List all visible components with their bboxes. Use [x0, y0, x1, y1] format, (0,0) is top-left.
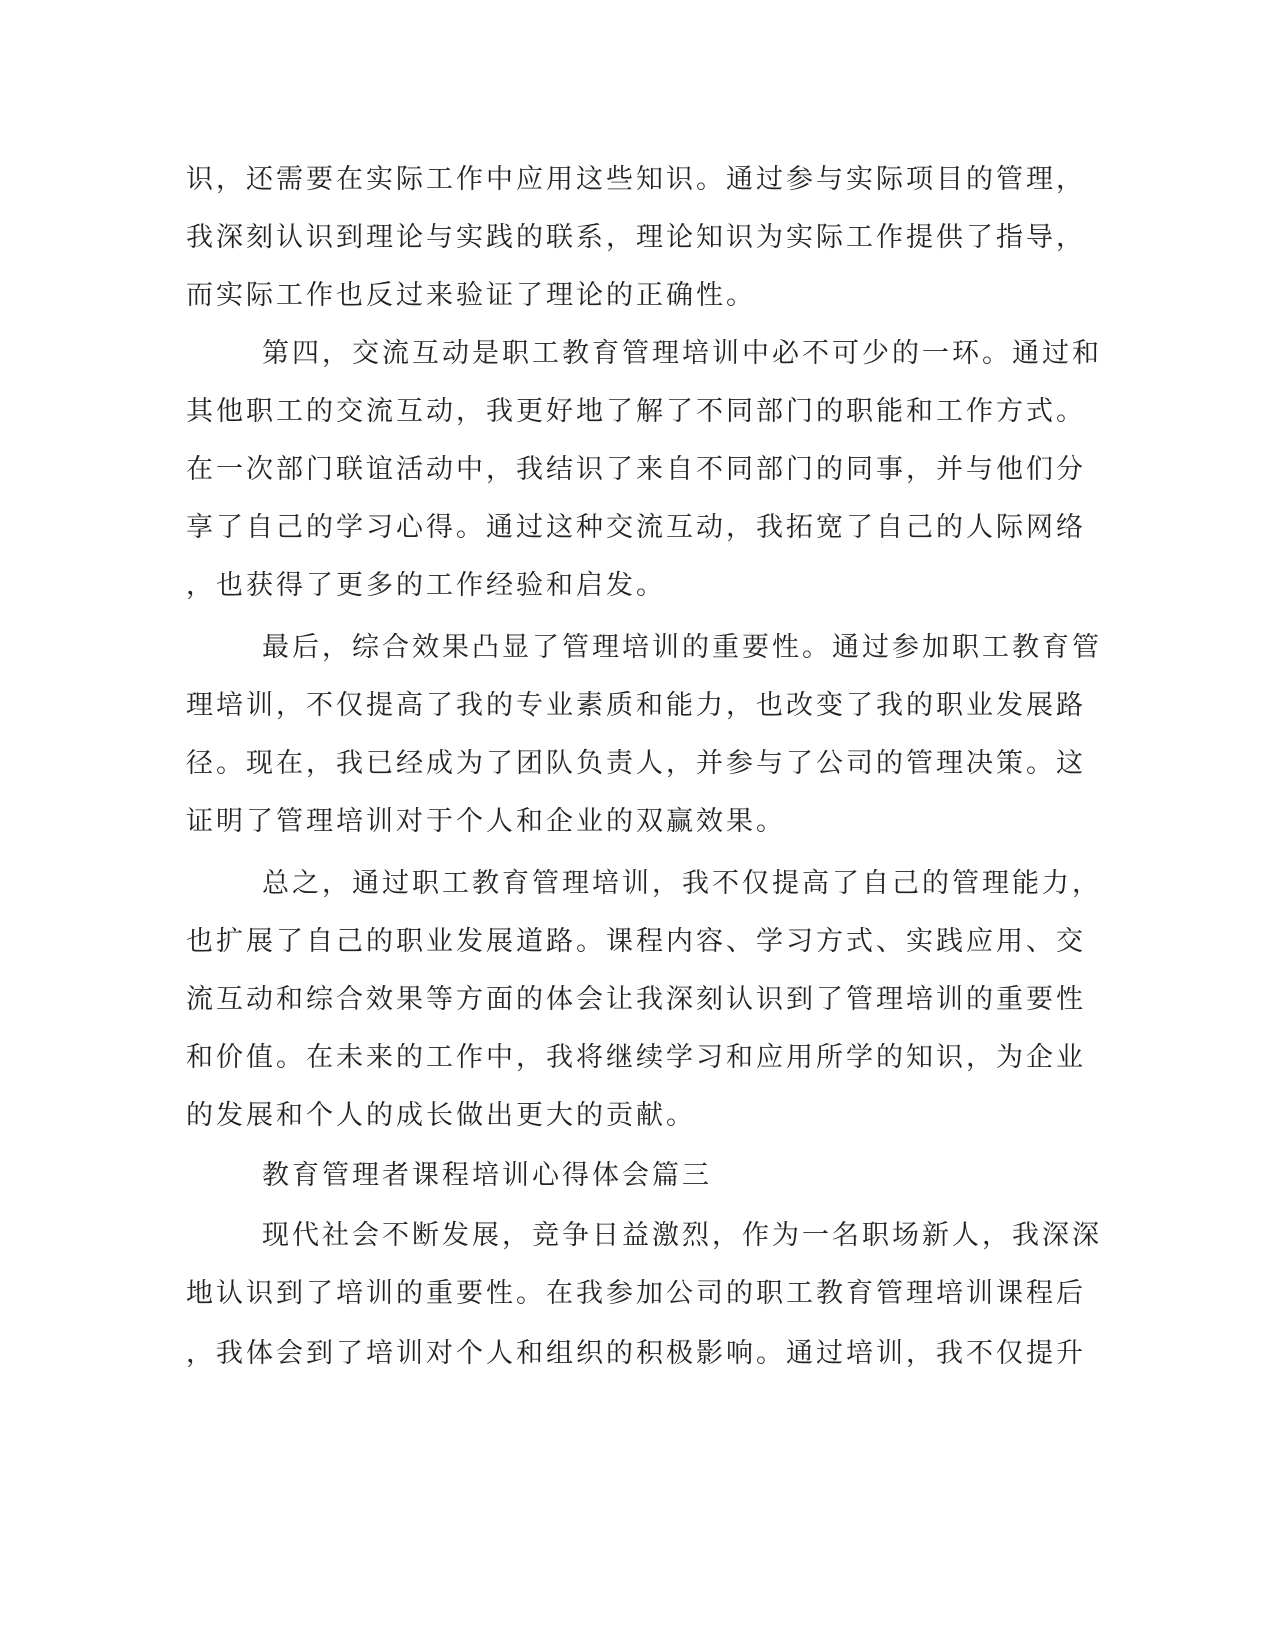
- paragraph-first-line: 总之，通过职工教育管理培训，我不仅提高了自己的管理能力，: [262, 868, 1102, 899]
- text-line: 和价值。在未来的工作中，我将继续学习和应用所学的知识，为企业: [186, 1042, 1086, 1073]
- paragraph-first-line: 第四，交流互动是职工教育管理培训中必不可少的一环。通过和: [262, 338, 1102, 369]
- section-heading: 教育管理者课程培训心得体会篇三: [262, 1160, 712, 1191]
- text-line: 地认识到了培训的重要性。在我参加公司的职工教育管理培训课程后: [186, 1278, 1086, 1309]
- text-line: 识，还需要在实际工作中应用这些知识。通过参与实际项目的管理，: [186, 164, 1086, 195]
- text-line: ，我体会到了培训对个人和组织的积极影响。通过培训，我不仅提升: [186, 1338, 1086, 1369]
- paragraph-first-line: 现代社会不断发展，竞争日益激烈，作为一名职场新人，我深深: [262, 1220, 1102, 1251]
- text-line: 也扩展了自己的职业发展道路。课程内容、学习方式、实践应用、交: [186, 926, 1086, 957]
- text-line: 享了自己的学习心得。通过这种交流互动，我拓宽了自己的人际网络: [186, 512, 1086, 543]
- text-line: ，也获得了更多的工作经验和启发。: [186, 570, 666, 601]
- text-line: 其他职工的交流互动，我更好地了解了不同部门的职能和工作方式。: [186, 396, 1086, 427]
- text-line: 的发展和个人的成长做出更大的贡献。: [186, 1100, 696, 1131]
- text-line: 我深刻认识到理论与实践的联系，理论知识为实际工作提供了指导，: [186, 222, 1086, 253]
- text-line: 径。现在，我已经成为了团队负责人，并参与了公司的管理决策。这: [186, 748, 1086, 779]
- text-line: 而实际工作也反过来验证了理论的正确性。: [186, 280, 756, 311]
- text-line: 在一次部门联谊活动中，我结识了来自不同部门的同事，并与他们分: [186, 454, 1086, 485]
- text-line: 证明了管理培训对于个人和企业的双赢效果。: [186, 806, 786, 837]
- text-line: 流互动和综合效果等方面的体会让我深刻认识到了管理培训的重要性: [186, 984, 1086, 1015]
- paragraph-first-line: 最后，综合效果凸显了管理培训的重要性。通过参加职工教育管: [262, 632, 1102, 663]
- text-line: 理培训，不仅提高了我的专业素质和能力，也改变了我的职业发展路: [186, 690, 1086, 721]
